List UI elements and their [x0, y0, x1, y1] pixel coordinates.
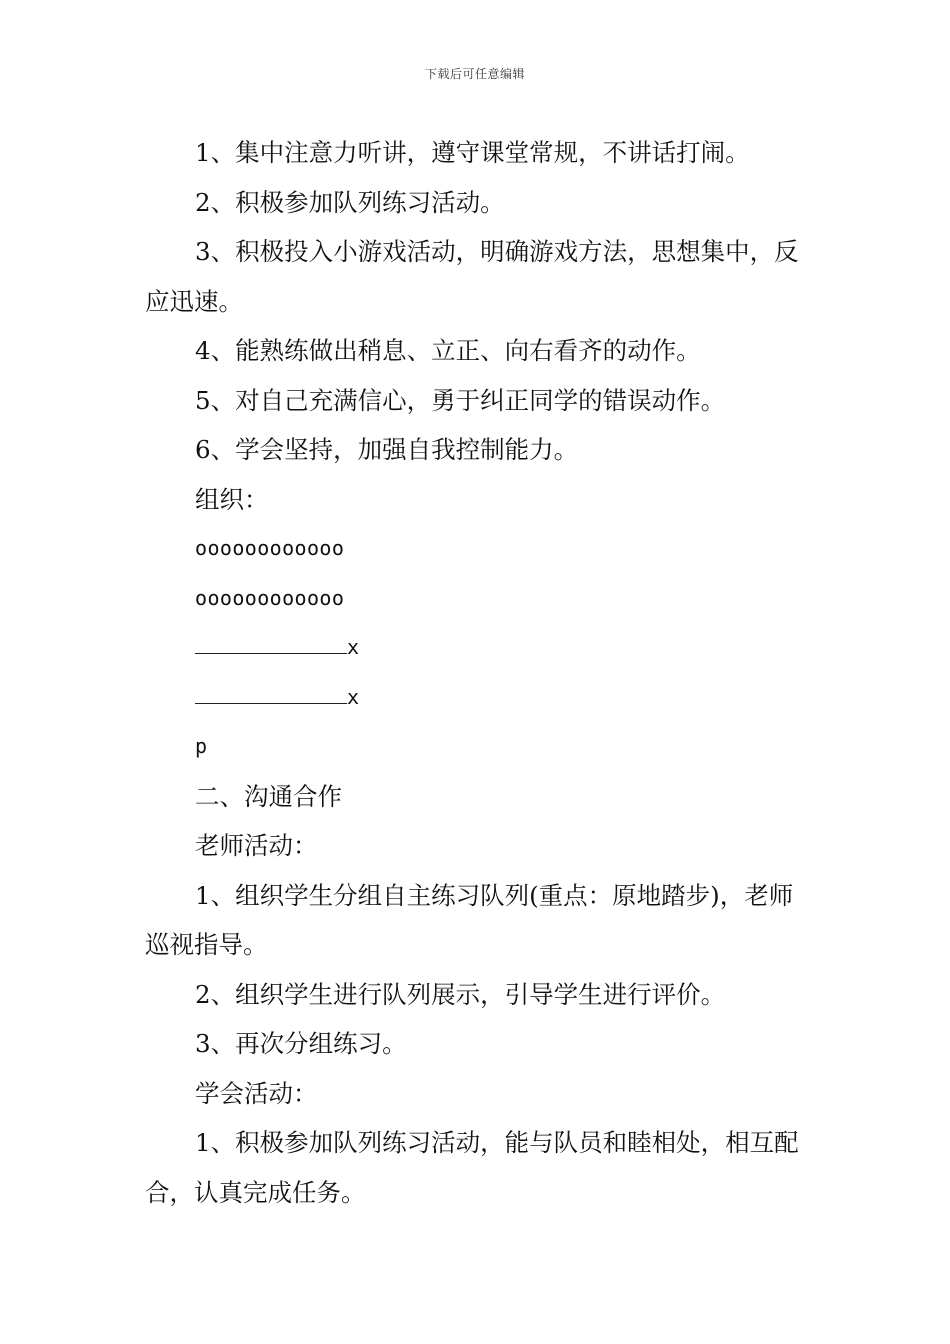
formation-row-p: p: [195, 734, 208, 758]
formation-x-mark: x: [347, 635, 360, 659]
teacher-activity-1: 1、组织学生分组自主练习队列(重点：原地踏步)，老师巡视指导。: [145, 880, 794, 959]
paragraph-goal-6: 6、学会坚持，加强自我控制能力。: [195, 435, 579, 464]
student-activity-label: 学会活动：: [195, 1078, 318, 1108]
organization-label: 组织：: [195, 484, 269, 514]
paragraph-goal-5: 5、对自己充满信心，勇于纠正同学的错误动作。: [195, 385, 726, 415]
section-heading-2: 二、沟通合作: [195, 781, 342, 811]
underline-mark: [195, 689, 347, 704]
formation-row-o-1: oooooooooooo: [195, 536, 345, 560]
underline-mark: [195, 639, 347, 654]
formation-row-x-1: [145, 623, 810, 673]
teacher-activity-2: 2、组织学生进行队列展示，引导学生进行评价。: [195, 979, 726, 1009]
paragraph-goal-4: 4、能熟练做出稍息、立正、向右看齐的动作。: [195, 336, 701, 365]
paragraph-goal-3: 3、积极投入小游戏活动，明确游戏方法，思想集中，反应迅速。: [145, 237, 799, 316]
page-header: 下载后可任意编辑: [424, 67, 525, 81]
formation-x-mark: x: [347, 684, 360, 709]
student-activity-1: 1、积极参加队列练习活动，能与队员和睦相处，相互配合，认真完成任务。: [145, 1128, 799, 1207]
document-body: [145, 128, 810, 1217]
formation-row-o-2: oooooooooooo: [195, 585, 345, 610]
paragraph-goal-1: 1、集中注意力听讲，遵守课堂常规，不讲话打闹。: [195, 138, 750, 167]
formation-row-x-2: [145, 673, 810, 723]
teacher-activity-label: 老师活动：: [195, 831, 318, 860]
paragraph-goal-2: 2、积极参加队列练习活动。: [195, 187, 505, 217]
teacher-activity-3: 3、再次分组练习。: [195, 1029, 407, 1058]
